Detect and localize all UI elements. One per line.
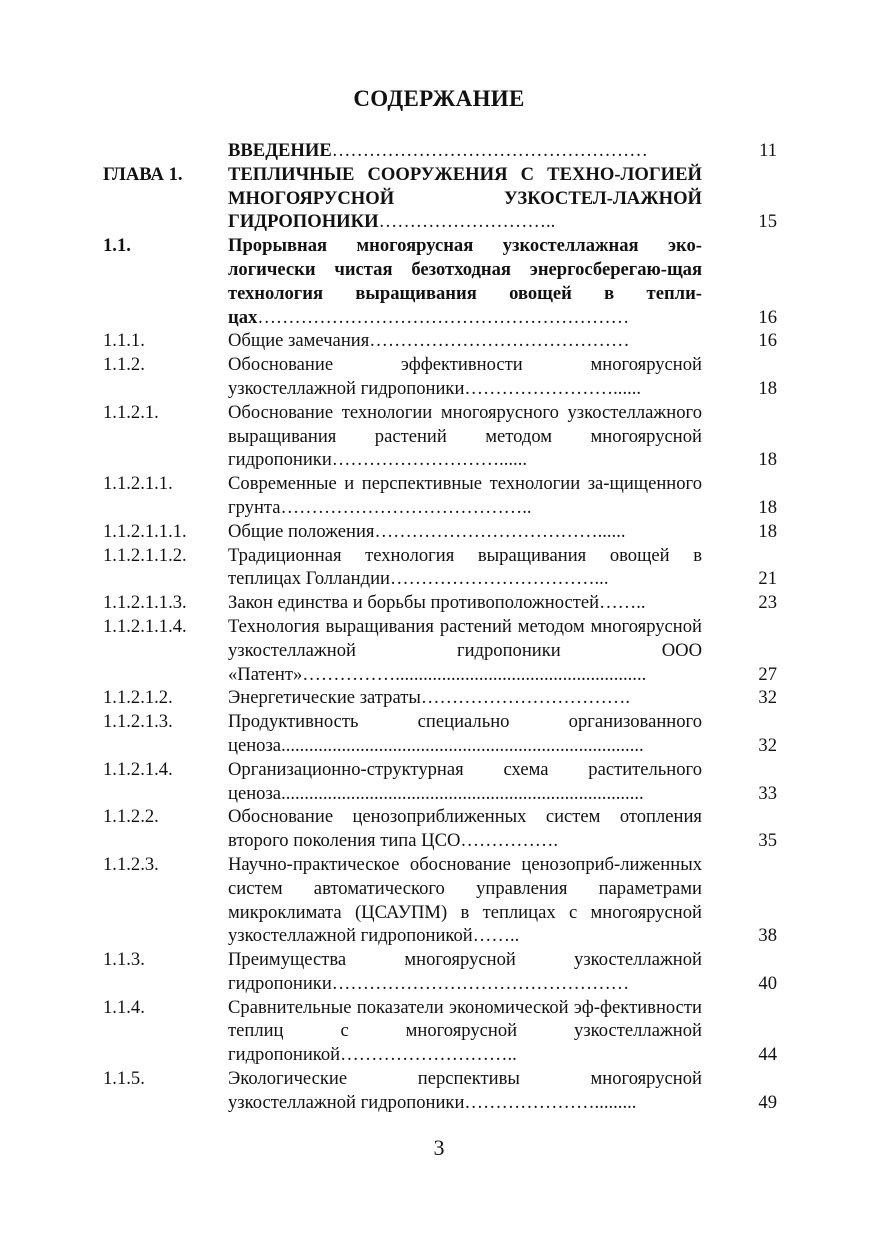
toc-entry-number xyxy=(103,139,228,163)
toc-entry-number: 1.1.2.1.1.1. xyxy=(103,520,187,542)
toc-entry-page: 16 xyxy=(758,306,777,328)
toc-entry-page: 40 xyxy=(758,972,777,994)
toc-entry-title: Обоснование эффективности многоярусной узкостеллажной гидропоники xyxy=(228,354,702,399)
toc-entry-page: 21 xyxy=(758,568,777,590)
toc-entry-title-cell xyxy=(228,996,702,1067)
toc-entry-title: Экологические перспективы многоярусной узкостеллажной гидропоники xyxy=(228,1068,702,1113)
toc-entry-page: 32 xyxy=(758,734,777,756)
toc-entry-leader: ……………………...... xyxy=(464,377,642,399)
toc-entry-page: 18 xyxy=(758,377,777,399)
toc-entry xyxy=(103,591,777,615)
toc-entry-title-cell xyxy=(228,353,702,401)
toc-entry-number: 1.1.2.1.4. xyxy=(103,758,173,780)
toc-entry-title-cell xyxy=(228,805,702,853)
toc-entry xyxy=(103,948,777,996)
toc-entry-title-cell xyxy=(228,948,702,996)
toc-entry-title-cell xyxy=(228,472,702,520)
toc-entry-leader: …………………………………………… xyxy=(331,140,648,161)
toc-entry-title-cell xyxy=(228,544,702,592)
toc-entry-number: 1.1.2.1.1. xyxy=(103,473,173,495)
toc-entry-title: Преимущества многоярусной узкостеллажной гидропоники xyxy=(228,949,702,994)
toc-entry-title-cell xyxy=(228,686,702,710)
toc-entry-title: Традиционная технология выращивания овощей в теплицах Голландии xyxy=(228,544,702,590)
toc-entry-leader: ……………………………... xyxy=(390,568,609,590)
toc-entry-number: 1.1.2.3. xyxy=(103,853,159,875)
toc-entry-title-cell xyxy=(228,710,702,758)
toc-entry-title-cell xyxy=(228,329,702,353)
toc-entry-title: Общие положения xyxy=(228,520,375,542)
toc-entry xyxy=(103,996,777,1067)
toc-entry xyxy=(103,329,777,353)
toc-entry-leader: ……………………………. xyxy=(420,687,631,709)
toc-entry-leader: …………………………………… xyxy=(369,330,630,352)
toc-entry xyxy=(103,401,777,472)
toc-entry-page: 11 xyxy=(759,140,777,161)
toc-entry-number: 1.1.2.2. xyxy=(103,806,159,828)
toc-entry-number: 1.1. xyxy=(103,235,131,257)
toc-entry-title: Обоснование ценозоприближенных систем отопления второго поколения типа ЦСО xyxy=(228,806,702,852)
toc-entry-title: ВВЕДЕНИЕ xyxy=(228,140,332,161)
toc-entry xyxy=(103,686,777,710)
toc-entry-title-cell xyxy=(228,520,702,544)
toc-entry-title: Продуктивность специально организованного ценоза xyxy=(228,711,702,756)
toc-entry-leader: ………………………...... xyxy=(331,449,527,471)
toc-entry-title: Обоснование технологии многоярусного узкостеллажного выращивания растений методом многоярусной гидропоники xyxy=(228,401,702,471)
toc-entry-number: 1.1.2.1.2. xyxy=(103,687,173,709)
toc-entry-title: Прорывная многоярусная узкостеллажная эко-логически чистая безотходная энергосберегаю-щая технология выращивания овощей в тепли-цах xyxy=(228,235,702,328)
toc-entry-number: 1.1.2.1. xyxy=(103,401,159,423)
toc-entry xyxy=(103,710,777,758)
page-title: СОДЕРЖАНИЕ xyxy=(353,86,525,111)
toc-entry-number: ГЛАВА 1. xyxy=(103,163,183,185)
toc-entry-leader: …………………......... xyxy=(464,1091,637,1113)
toc-entry xyxy=(103,139,777,163)
toc-entry-page: 18 xyxy=(758,449,777,471)
page-number: 3 xyxy=(433,1135,445,1160)
toc-entry-title: Научно-практическое обоснование ценозоприб-лиженных систем автоматического управления параметрами микроклимата (ЦСАУПМ) в теплицах с многоярусной узкостеллажной гидропоникой xyxy=(228,853,702,947)
toc-entry-title-cell xyxy=(228,234,702,329)
toc-entry-number: 1.1.2.1.1.4. xyxy=(103,615,187,637)
toc-entry-page: 35 xyxy=(758,830,777,852)
toc-entry-title-cell xyxy=(228,139,702,163)
toc-entry-leader: ………………………………………… xyxy=(331,972,630,994)
toc-entry-leader: ……………………….. xyxy=(378,211,556,233)
toc-entry-title-cell xyxy=(228,401,702,472)
toc-entry-leader: ……………...................................................... xyxy=(302,663,647,685)
toc-entry-page: 18 xyxy=(758,520,777,542)
toc-entry-title: Энергетические затраты xyxy=(228,687,421,709)
toc-entry-number: 1.1.2.1.3. xyxy=(103,711,173,733)
toc-entry-leader: …….. xyxy=(472,925,520,947)
toc-entry-number: 1.1.5. xyxy=(103,1068,145,1090)
toc-entry-title-cell xyxy=(228,853,702,948)
toc-entry-page: 23 xyxy=(758,592,777,614)
toc-entry-number: 1.1.2.1.1.2. xyxy=(103,544,187,566)
table-of-contents xyxy=(103,139,777,1115)
toc-entry xyxy=(103,853,777,948)
toc-entry xyxy=(103,805,777,853)
toc-entry-number: 1.1.3. xyxy=(103,949,145,971)
toc-entry-page: 33 xyxy=(758,782,777,804)
toc-entry-page: 27 xyxy=(758,663,777,685)
toc-entry-number: 1.1.4. xyxy=(103,996,145,1018)
toc-entry-leader: .............................................................................. xyxy=(281,782,644,804)
toc-entry-title-cell xyxy=(228,615,702,686)
toc-entry xyxy=(103,615,777,686)
toc-entry-number: 1.1.2. xyxy=(103,354,145,376)
toc-entry-title: Общие замечания xyxy=(228,330,370,352)
toc-entry-number: 1.1.2.1.1.3. xyxy=(103,592,187,614)
toc-entry xyxy=(103,544,777,592)
toc-entry-leader: ……………. xyxy=(460,830,559,852)
toc-entry-title-cell xyxy=(228,163,702,234)
toc-entry-page: 15 xyxy=(758,211,777,233)
toc-entry-title: ТЕПЛИЧНЫЕ СООРУЖЕНИЯ С ТЕХНО-ЛОГИЕЙ МНОГОЯРУСНОЙ УЗКОСТЕЛ-ЛАЖНОЙ ГИДРОПОНИКИ xyxy=(228,163,702,233)
toc-entry-page: 49 xyxy=(758,1091,777,1113)
toc-entry-leader: ………………………………….. xyxy=(280,496,532,518)
toc-entry-leader: .............................................................................. xyxy=(281,734,644,756)
toc-entry-title: Организационно-структурная схема растительного ценоза xyxy=(228,758,702,804)
toc-entry-number: 1.1.1. xyxy=(103,330,145,352)
toc-entry-page: 32 xyxy=(758,687,777,709)
toc-entry-leader: ……………………….. xyxy=(340,1044,517,1066)
toc-entry-page: 18 xyxy=(758,496,777,518)
toc-entry-title-cell xyxy=(228,591,702,615)
toc-entry xyxy=(103,758,777,806)
toc-entry xyxy=(103,234,777,329)
toc-entry-page: 38 xyxy=(758,925,777,947)
toc-entry-title: Технология выращивания растений методом многоярусной узкостеллажной гидропоники ООО «Патент» xyxy=(228,615,702,685)
toc-entry-title: Сравнительные показатели экономической эф-фективности теплиц с многоярусной узкостеллажной гидропоникой xyxy=(228,996,702,1066)
toc-body xyxy=(103,139,777,1115)
toc-entry-title: Современные и перспективные технологии за-щищенного грунта xyxy=(228,473,702,518)
toc-entry-leader: …………………………………………………… xyxy=(257,306,630,328)
toc-entry xyxy=(103,1067,777,1115)
toc-entry xyxy=(103,520,777,544)
toc-entry-page: 44 xyxy=(758,1044,777,1066)
toc-entry-title-cell xyxy=(228,1067,702,1115)
toc-entry-title: Закон единства и борьбы противоположностей xyxy=(228,592,600,614)
toc-entry-leader: …….. xyxy=(599,592,646,614)
toc-entry-leader: ………………………………...... xyxy=(374,520,626,542)
toc-entry xyxy=(103,353,777,401)
toc-entry-page: 16 xyxy=(758,330,777,352)
toc-entry-title-cell xyxy=(228,758,702,806)
toc-entry xyxy=(103,472,777,520)
toc-entry xyxy=(103,163,777,234)
